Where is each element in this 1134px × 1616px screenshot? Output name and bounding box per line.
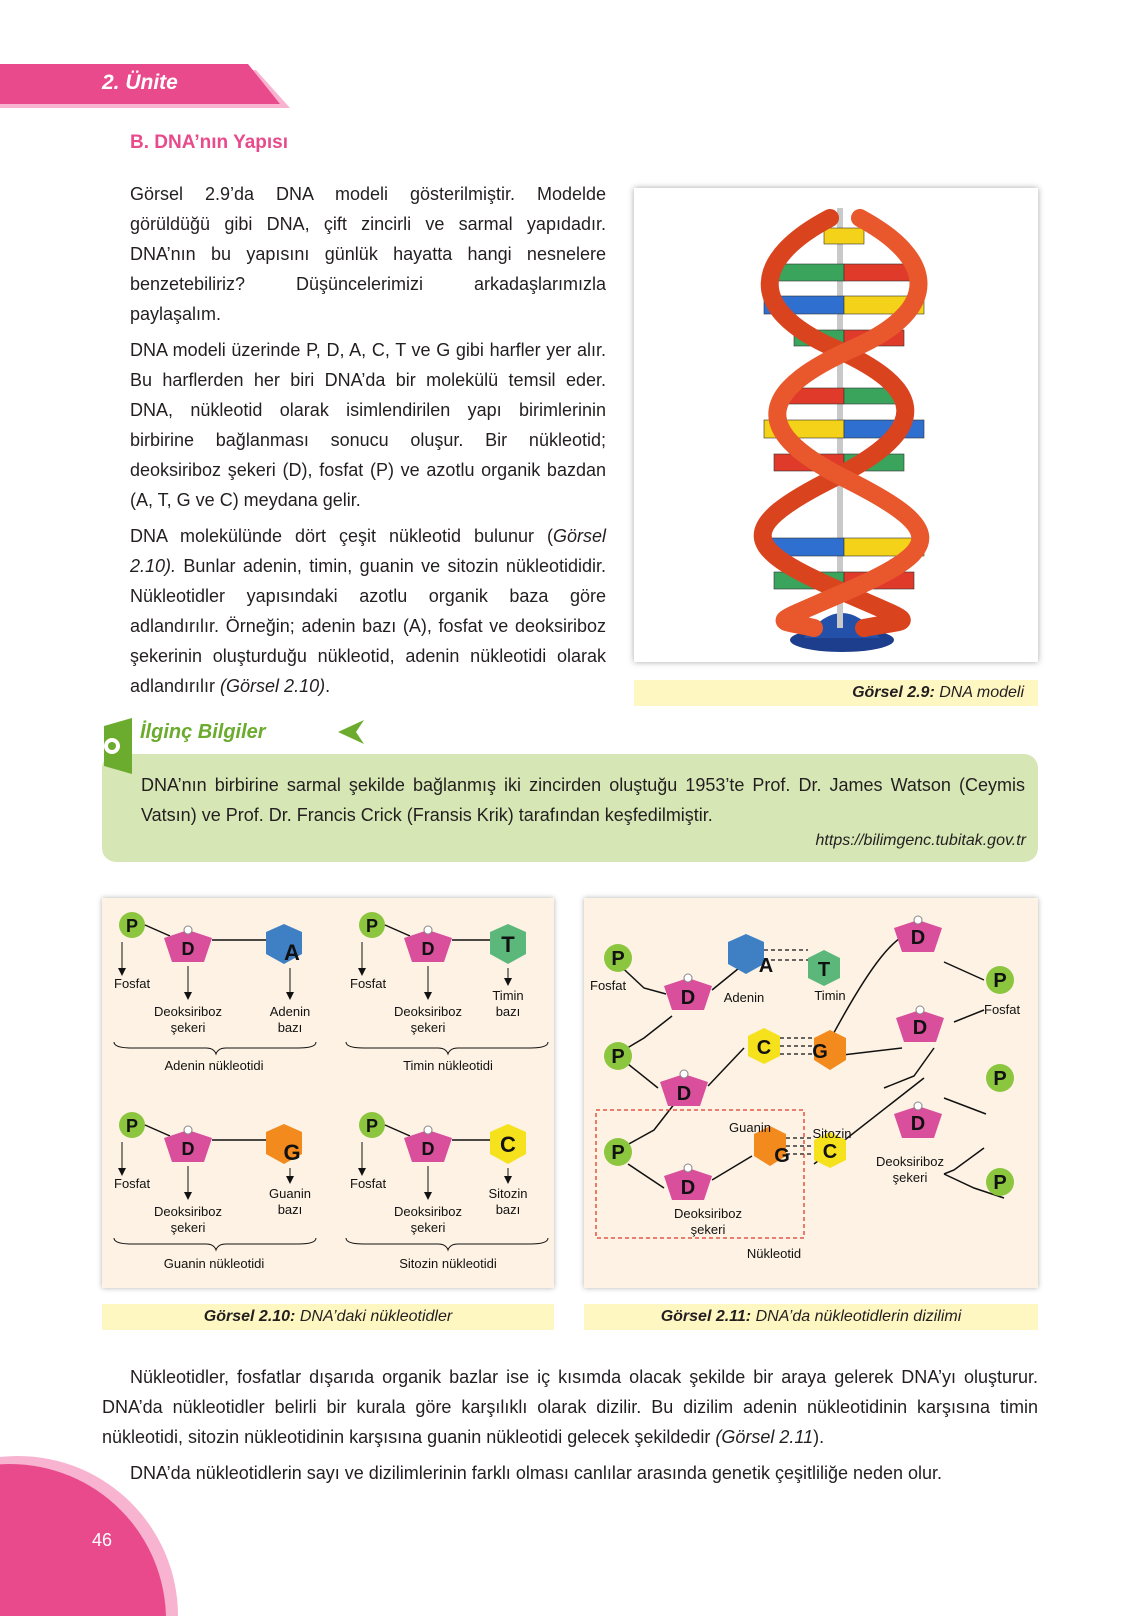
sparkle-icon [334,718,368,746]
svg-text:Sitozin: Sitozin [488,1186,528,1201]
svg-text:Guanin: Guanin [269,1186,311,1201]
svg-text:T: T [501,932,515,957]
svg-text:Sitozin: Sitozin [812,1126,852,1141]
svg-text:Fosfat: Fosfat [984,1002,1021,1017]
svg-text:P: P [125,1116,139,1136]
svg-text:D: D [910,1113,926,1135]
svg-text:D: D [680,1177,696,1199]
text-column [130,179,606,701]
figure-2-10 [102,898,554,1288]
svg-text:D: D [421,1139,435,1159]
svg-text:C: C [822,1141,838,1163]
svg-text:bazı: bazı [495,1004,521,1019]
svg-text:C: C [756,1037,772,1059]
svg-text:bazı: bazı [277,1202,303,1217]
svg-text:Adenin: Adenin [723,990,765,1005]
svg-text:C: C [500,1132,516,1157]
figure-2-11-caption: Görsel 2.11: DNA’da nükleotidlerin dizilimi [584,1304,1038,1330]
svg-text:şekeri: şekeri [410,1220,446,1235]
phosphate-label: P [125,916,139,936]
svg-text:P: P [993,1068,1007,1090]
svg-text:P: P [611,948,625,970]
svg-text:Guanin nükleotidi: Guanin nükleotidi [163,1256,265,1271]
nucleotide-timin [346,912,548,1073]
svg-text:bazı: bazı [277,1020,303,1035]
svg-text:G: G [283,1140,301,1165]
paragraph-2: DNA modeli üzerinde P, D, A, C, T ve G gibi harfler yer alır. Bu harflerden her biri DNA’da bir molekülü temsil eder. DNA, nükleotid olarak isimlendirilen yapı birimlerinin birbirine bağlanması sonucu oluşur. Bir nükleotid; deoksiriboz şekeri (D), fosfat (P) ve azotlu organik bazdan (A, T, G ve C) meydana gelir. [130,340,606,510]
svg-text:Deoksiriboz: Deoksiriboz [876,1154,944,1169]
svg-text:Deoksiriboz: Deoksiriboz [674,1206,742,1221]
unit-title: 2. Ünite [102,71,178,94]
svg-text:şekeri: şekeri [410,1020,446,1035]
svg-text:Guanin: Guanin [729,1120,771,1135]
svg-text:P: P [365,916,379,936]
svg-text:Timin: Timin [492,988,524,1003]
svg-text:şekeri: şekeri [170,1020,206,1035]
nucleotide-adenin [114,912,316,1073]
svg-text:P: P [611,1142,625,1164]
svg-text:D: D [912,1017,928,1039]
svg-text:Timin: Timin [814,988,846,1003]
svg-text:P: P [993,970,1007,992]
svg-text:Deoksiriboz: Deoksiriboz [394,1004,462,1019]
svg-text:Sitozin nükleotidi: Sitozin nükleotidi [399,1256,497,1271]
page-corner-decoration [0,1452,180,1616]
svg-text:Fosfat: Fosfat [350,976,387,991]
svg-text:D: D [680,987,696,1009]
svg-text:Deoksiriboz: Deoksiriboz [154,1004,222,1019]
dna-model-photo [634,188,1038,662]
paragraph-3: DNA molekülünde dört çeşit nükleotid bulunur (Görsel 2.10). Bunlar adenin, timin, guanin ve sitozin nükleotididir. Nükleotidler yapısındaki azotlu organik baza göre adlandırılır. Örneğin; adenin bazı (A), fosfat ve deoksiriboz şekerinin oluşturduğu nükleotid, adenin nükleotidi olarak adlandırılır (Görsel 2.10). [130,526,606,696]
svg-text:Adenin: Adenin [269,1004,311,1019]
nucleotide-sitozin [346,1112,548,1271]
svg-text:Fosfat: Fosfat [350,1176,387,1191]
svg-text:Deoksiriboz: Deoksiriboz [394,1204,462,1219]
svg-text:P: P [365,1116,379,1136]
megaphone-icon [98,716,138,778]
svg-text:şekeri: şekeri [892,1170,928,1185]
page-number: 46 [92,1530,113,1550]
svg-text:D: D [181,939,195,959]
base-letter: A [284,940,300,965]
svg-text:P: P [993,1172,1007,1194]
paragraph-1: Görsel 2.9’da DNA modeli gösterilmiştir. Modelde görüldüğü gibi DNA, çift zincirli ve sarmal yapıdadır. DNA’nın bu yapısını günlük hayatta hangi nesnelere benzetebiliriz? Düşüncelerimizi arkadaşlarımızla paylaşalım. [130,184,606,324]
svg-text:T: T [817,959,831,981]
svg-text:D: D [676,1083,692,1105]
svg-text:D: D [181,1139,195,1159]
figure-2-11 [584,898,1038,1288]
svg-text:G: G [812,1041,828,1063]
bottom-paragraph-1: Nükleotidler, fosfatlar dışarıda organik bazlar ise iç kısımda olacak şekilde bir araya gelerek DNA’yı oluşturur. DNA’da nükleotidler belirli bir kurala göre karşılıklı olarak dizilir. Bu dizilim adenin nükleotidinin karşısına timin nükleotidi, sitozin nükleotidinin karşısına guanin nükleotidi gelecek şekildedir (Görsel 2.11). [102,1367,1038,1447]
nucleotide-guanin [114,1112,316,1271]
nucleotides-diagram [102,898,554,1288]
nucleotide-sequence-diagram [584,898,1038,1288]
bottom-text [102,1362,1038,1488]
svg-text:Timin nükleotidi: Timin nükleotidi [403,1058,493,1073]
svg-text:şekeri: şekeri [170,1220,206,1235]
svg-text:Fosfat: Fosfat [590,978,627,993]
nucleotide-name: Adenin nükleotidi [164,1058,264,1073]
svg-text:Deoksiriboz: Deoksiriboz [154,1204,222,1219]
svg-text:Fosfat: Fosfat [114,976,151,991]
dna-helix-illustration [634,188,1038,662]
svg-text:D: D [910,927,926,949]
section-title: B. DNA’nın Yapısı [130,132,289,153]
svg-text:bazı: bazı [495,1202,521,1217]
info-badge: İlginç Bilgiler [140,721,266,743]
svg-text:G: G [774,1145,790,1167]
info-text: DNA’nın birbirine sarmal şekilde bağlanmış iki zincirden oluştuğu 1953’te Prof. Dr. James Watson (Ceymis Vatsın) ve Prof. Dr. Francis Crick (Fransis Krik) tarafından keşfedilmiştir. [141,775,1025,825]
figure-2-9-caption: Görsel 2.9: DNA modeli [634,680,1038,706]
svg-text:şekeri: şekeri [690,1222,726,1237]
svg-text:D: D [421,939,435,959]
figure-2-10-caption: Görsel 2.10: DNA’daki nükleotidler [102,1304,554,1330]
svg-text:Nükleotid: Nükleotid [746,1246,802,1261]
bottom-paragraph-2: DNA’da nükleotidlerin sayı ve dizilimlerinin farklı olması canlılar arasında genetik çeşitliliğe neden olur. [130,1463,943,1483]
info-source: https://bilimgenc.tubitak.gov.tr [815,832,1026,849]
svg-text:Fosfat: Fosfat [114,1176,151,1191]
svg-text:P: P [611,1046,625,1068]
svg-text:A: A [758,955,774,977]
